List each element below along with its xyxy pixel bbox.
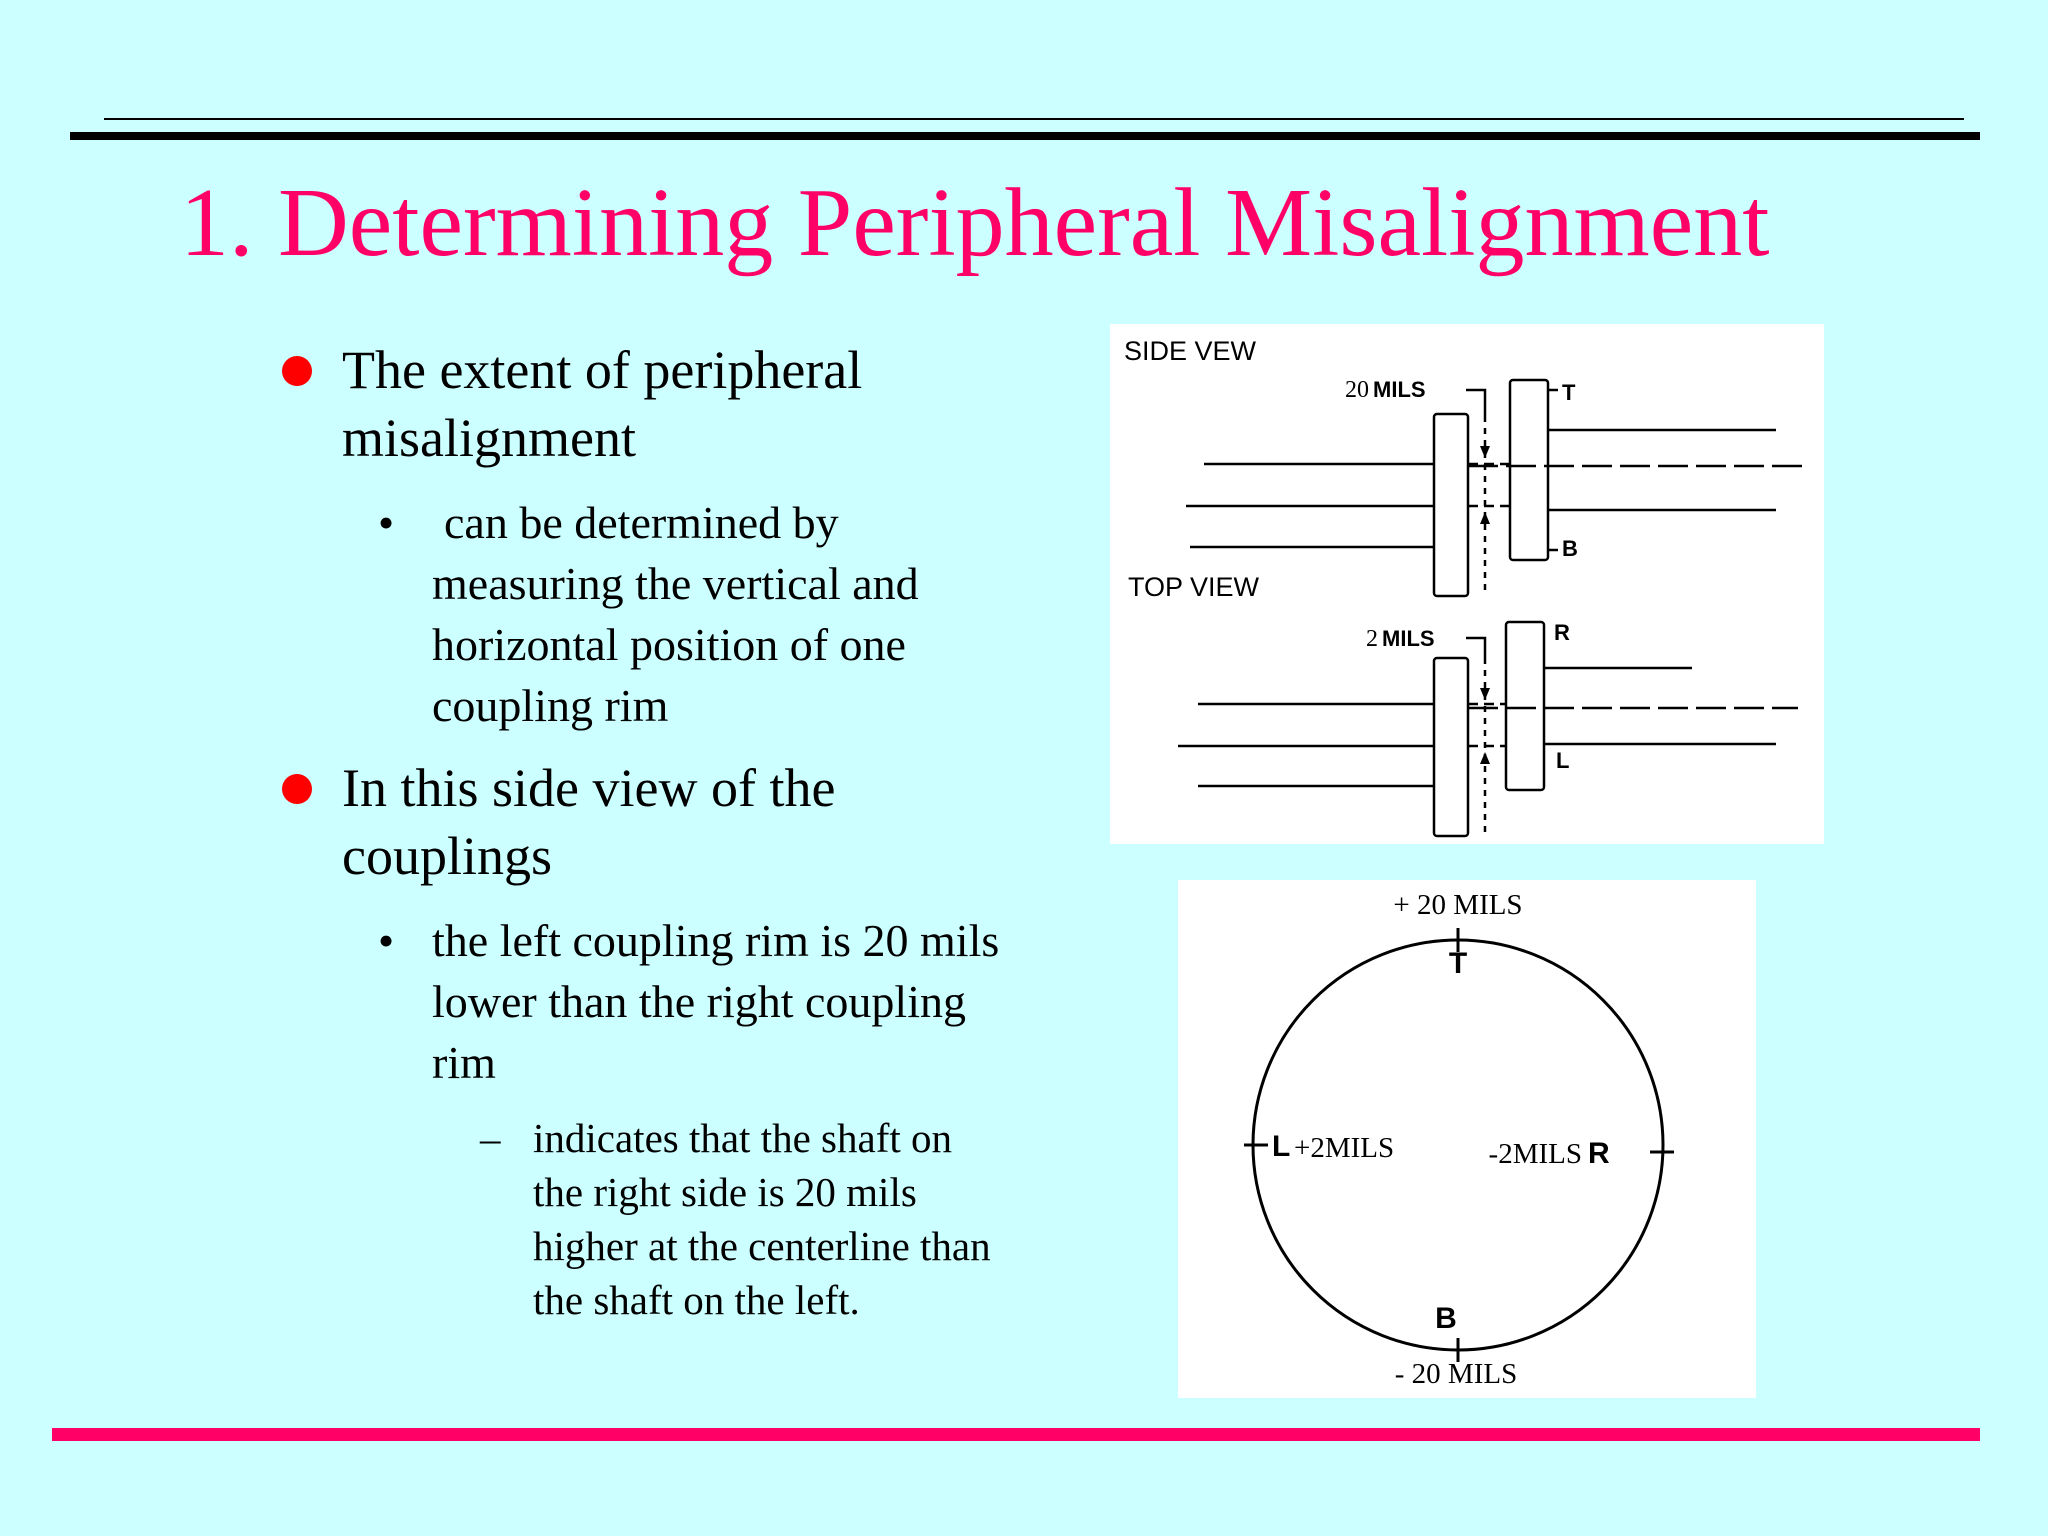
top-value-unit: MILS: [1382, 626, 1435, 651]
coupling-views-drawing: [1110, 324, 1824, 844]
circle-l-label: L: [1272, 1130, 1291, 1163]
bullet-dot: [282, 356, 312, 386]
top-thin-rule: [104, 118, 1964, 120]
top-view-label: TOP VIEW: [1128, 572, 1260, 602]
left-reading: +2MILS: [1294, 1132, 1395, 1164]
bullet-2-text: In this side view of the couplings: [342, 758, 836, 886]
rim-readings-drawing: [1178, 880, 1756, 1398]
side-value-number: 20: [1345, 377, 1369, 403]
bullet-2-sub: [270, 910, 1010, 1093]
sub-bullet-marker: •: [378, 915, 395, 966]
top-right-label: R: [1554, 620, 1570, 645]
arrow-down-marker: [1480, 446, 1490, 458]
bullet-2-subsub: [270, 1111, 1010, 1327]
bullet-1-sub: [270, 492, 1010, 736]
side-bottom-label: B: [1562, 536, 1578, 561]
top-thick-rule: [70, 132, 1980, 140]
bullet-1: [270, 336, 1010, 472]
bullet-1-sub-text: can be determined by measuring the vertical and horizontal position of one coupling rim: [432, 497, 919, 731]
side-value-unit: MILS: [1373, 377, 1426, 402]
side-top-label: T: [1562, 380, 1576, 405]
circle-r-label: R: [1588, 1137, 1610, 1170]
right-reading: -2MILS: [1488, 1138, 1582, 1170]
side-view-label: SIDE VEW: [1124, 336, 1257, 366]
bottom-reading: - 20 MILS: [1394, 1358, 1518, 1390]
bullet-2-sub-text: the left coupling rim is 20 mils lower than the right coupling rim: [432, 915, 1000, 1088]
bullet-2-subsub-text: indicates that the shaft on the right side is 20 mils higher at the centerline than the shaft on the left.: [533, 1115, 991, 1323]
rim-readings-figure: [1178, 880, 1756, 1398]
circle-t-label: T: [1448, 947, 1468, 980]
dash-marker: –: [480, 1115, 501, 1161]
top-value-number: 2: [1366, 626, 1378, 652]
bullet-2: [270, 754, 1010, 890]
bullet-dot: [282, 774, 312, 804]
circle-b-label: B: [1435, 1302, 1457, 1335]
bottom-rule: [52, 1428, 1980, 1441]
arrow-up-marker: [1480, 512, 1490, 524]
bullet-1-text: The extent of peripheral misalignment: [342, 340, 863, 468]
top-reading: + 20 MILS: [1393, 889, 1523, 921]
slide-title: 1. Determining Peripheral Misalignment: [180, 169, 1770, 277]
coupling-views-figure: [1110, 324, 1824, 844]
top-left-label: L: [1556, 748, 1570, 773]
sub-bullet-marker: •: [378, 497, 395, 548]
arrow-down-marker: [1480, 688, 1490, 700]
slide-body: [270, 336, 1010, 1327]
arrow-up-marker: [1480, 752, 1490, 764]
